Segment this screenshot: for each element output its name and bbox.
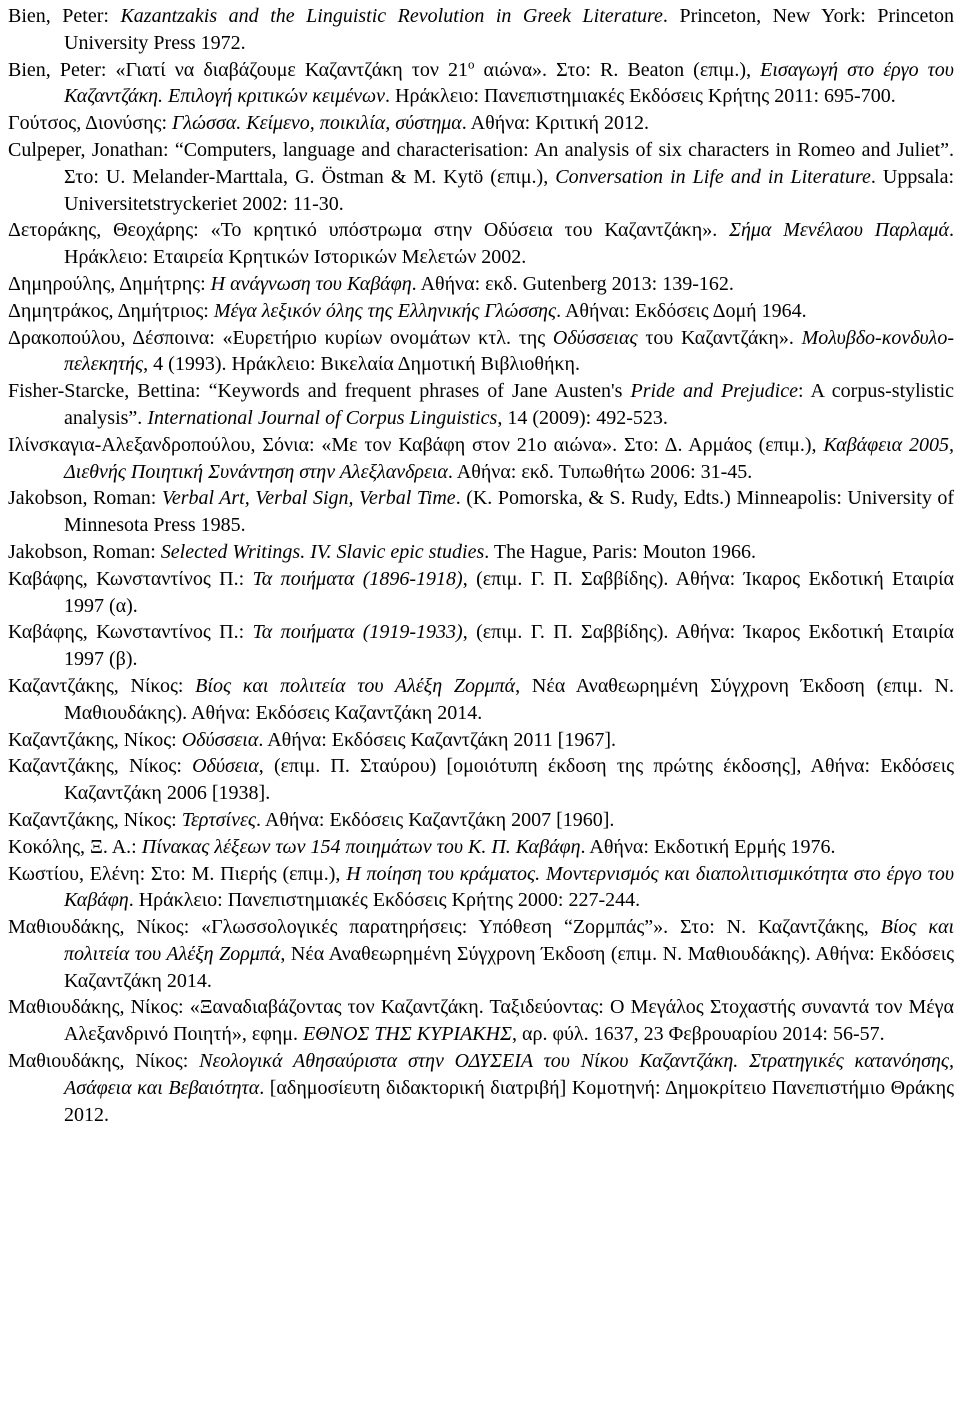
italic-title-text: Βίος και πολιτεία του Αλέξη Ζορμπά <box>64 916 954 965</box>
bibliography-list <box>8 3 954 1128</box>
italic-title-text: ΕΘΝΟΣ ΤΗΣ ΚΥΡΙΑΚΗΣ <box>302 1023 512 1046</box>
bibliography-entry <box>8 271 954 298</box>
entry-text: Κοκόλης, Ξ. Α.: <box>8 835 142 858</box>
entry-text: . Αθήνα: Εκδόσεις Καζαντζάκη 2011 [1967]. <box>258 728 616 751</box>
entry-text: Μαθιουδάκης, Νίκος: «Γλωσσολογικές παρατηρήσεις: Υπόθεση “Ζορμπάς”». Στο: Ν. Καζαντζάκης, <box>8 916 881 939</box>
entry-text: , Νέα Αναθεωρημένη Σύγχρονη Έκδοση (επιμ. Ν. Μαθιουδάκης). Αθήνα: Εκδόσεις Καζαντζάκη 2014. <box>64 942 954 992</box>
entry-text: , 14 (2009): 492-523. <box>497 406 668 429</box>
entry-text: Δετοράκης, Θεοχάρης: «Το κρητικό υπόστρωμα στην Οδύσεια του Καζαντζάκη». <box>8 219 730 242</box>
italic-title-text: Οδύσσεια <box>181 728 259 751</box>
italic-title-text: Γλώσσα. Κείμενο, ποικιλία, σύστημα <box>172 112 462 135</box>
entry-text: Fisher-Starcke, Bettina: “Keywords and frequent phrases of Jane Austen's <box>8 380 631 403</box>
bibliography-entry <box>8 753 954 807</box>
bibliography-entry <box>8 539 954 566</box>
italic-title-text: Βίος και πολιτεία του Αλέξη Ζορμπά <box>195 674 516 697</box>
italic-title-text: Οδύσεια <box>192 755 259 778</box>
entry-text: . [αδημοσίευτη διδακτορική διατριβή] Κομοτηνή: Δημοκρίτειο Πανεπιστήμιο Θράκης 2012. <box>64 1076 954 1126</box>
entry-text: Κωστίου, Ελένη: Στο: Μ. Πιερής (επιμ.), <box>8 862 347 885</box>
entry-text: Bien, Peter: <box>8 5 121 27</box>
italic-title-text: Σήμα Μενέλαου Παρλαμά <box>729 219 949 242</box>
entry-text: Καζαντζάκης, Νίκος: <box>8 674 196 697</box>
entry-text: . Αθήνα: εκδ. Τυπωθήτω 2006: 31-45. <box>447 460 753 483</box>
entry-text: Καβάφης, Κωνσταντίνος Π.: <box>8 567 253 590</box>
entry-text: Μαθιουδάκης, Νίκος: «Ξαναδιαβάζοντας τον Καζαντζάκη. Ταξιδεύοντας: Ο Μεγάλος Στοχαστής συναντά τον Μέγα Αλεξανδρινό Ποιητή», εφημ. <box>8 996 954 1046</box>
entry-text: Δημηρούλης, Δημήτρης: <box>8 272 211 295</box>
bibliography-entry <box>8 566 954 620</box>
entry-text: Bien, Peter: «Γιατί να διαβάζουμε Καζαντζάκη τον 21 <box>8 58 468 81</box>
bibliography-entry <box>8 673 954 727</box>
italic-title-text: Conversation in Life and in Literature <box>555 165 871 188</box>
italic-title-text: Verbal Art, Verbal Sign, Verbal Time <box>161 487 456 510</box>
bibliography-entry <box>8 57 954 111</box>
entry-text: , (επιμ. Π. Σταύρου) [ομοιότυπη έκδοση της πρώτης έκδοσης], Αθήνα: Εκδόσεις Καζαντζάκη 2006 [1938]. <box>64 755 954 805</box>
bibliography-entry <box>8 217 954 271</box>
entry-text: , Νέα Αναθεωρημένη Σύγχρονη Έκδοση (επιμ. Ν. Μαθιουδάκης). Αθήνα: Εκδόσεις Καζαντζάκη 2014. <box>64 674 954 724</box>
italic-title-text: International Journal of Corpus Linguistics <box>147 406 498 429</box>
italic-title-text: Selected Writings. IV. Slavic epic studies <box>160 540 485 563</box>
italic-title-text: Μέγα λεξικόν όλης της Ελληνικής Γλώσσης <box>213 299 557 322</box>
italic-title-text: Η ποίηση του κράματος. Μοντερνισμός και διαπολιτισμικότητα στο έργο του Καβάφη <box>64 862 954 912</box>
superscript-text: ο <box>467 55 475 71</box>
italic-title-text: Τερτσίνες <box>181 808 256 831</box>
entry-text: . Ηράκλειο: Πανεπιστημιακές Εκδόσεις Κρήτης 2000: 227-244. <box>128 889 641 912</box>
bibliography-entry <box>8 485 954 539</box>
italic-title-text: Pride and Prejudice <box>630 380 798 403</box>
entry-text: . The Hague, Paris: Mouton 1966. <box>484 540 757 563</box>
entry-text: . Αθήνα: Κριτική 2012. <box>461 112 649 135</box>
entry-text: Καζαντζάκης, Νίκος: <box>8 728 182 751</box>
bibliography-entry <box>8 807 954 834</box>
entry-text: , αρ. φύλ. 1637, 23 Φεβρουαρίου 2014: 56-57. <box>511 1023 885 1046</box>
entry-text: . Ηράκλειο: Εταιρεία Κρητικών Ιστορικών Μελετών 2002. <box>64 219 954 269</box>
bibliography-entry <box>8 325 954 379</box>
entry-text: . Princeton, New York: Princeton University Press 1972. <box>64 5 954 54</box>
bibliography-entry <box>8 861 954 915</box>
bibliography-entry <box>8 727 954 754</box>
entry-text: , (επιμ. Γ. Π. Σαββίδης). Αθήνα: Ίκαρος Εκδοτική Εταιρία 1997 (β). <box>64 621 954 671</box>
italic-title-text: Καβάφεια 2005, Διεθνής Ποιητική Συνάντηση στην Αλεξλανδρεια <box>64 433 954 483</box>
entry-text: Ιλίνσκαγια-Αλεξανδροπούλου, Σόνια: «Με τον Καβάφη στον 21ο αιώνα». Στο: Δ. Αρμάος (επιμ.), <box>8 433 824 456</box>
entry-text: . Αθήνα: Εκδόσεις Καζαντζάκη 2007 [1960]. <box>255 808 615 831</box>
entry-text: Culpeper, Jonathan: “Computers, language and characterisation: An analysis of six characters in Romeo and Juliet”. Στο: U. Melander-Marttala, G. Östman & M. Kytö (επιμ.), <box>8 138 954 188</box>
italic-title-text: Νεολογικά Αθησαύριστα στην ΟΔΥΣΕΙΑ του Νίκου Καζαντζάκη. Στρατηγικές κατανόησης, Ασάφεια και Βεβαιότητα <box>64 1050 954 1099</box>
entry-text: Μαθιουδάκης, Νίκος: <box>8 1050 200 1073</box>
entry-text: . Αθήνα: εκδ. Gutenberg 2013: 139-162. <box>411 272 734 295</box>
bibliography-entry <box>8 432 954 486</box>
italic-title-text: Kazantzakis and the Linguistic Revolution in Greek Literature <box>120 5 663 27</box>
entry-text: Jakobson, Roman: <box>8 487 162 510</box>
bibliography-entry <box>8 298 954 325</box>
bibliography-entry <box>8 3 954 57</box>
entry-text: . Αθήναι: Εκδόσεις Δομή 1964. <box>556 299 807 322</box>
bibliography-entry <box>8 378 954 432</box>
entry-text: του Καζαντζάκη». <box>637 326 802 349</box>
bibliography-entry <box>8 1048 954 1128</box>
entry-text: Δρακοπούλου, Δέσποινα: «Ευρετήριο κυρίων ονομάτων κτλ. της <box>8 326 553 349</box>
entry-text: Δημητράκος, Δημήτριος: <box>8 299 214 322</box>
bibliography-entry <box>8 834 954 861</box>
entry-text: Jakobson, Roman: <box>8 540 161 563</box>
bibliography-entry <box>8 994 954 1048</box>
entry-text: : A corpus-stylistic analysis”. <box>64 380 955 429</box>
bibliography-entry <box>8 619 954 673</box>
entry-text: . (K. Pomorska, & S. Rudy, Edts.) Minneapolis: University of Minnesota Press 1985. <box>64 487 954 537</box>
italic-title-text: Οδύσσειας <box>552 326 638 349</box>
entry-text: , (επιμ. Γ. Π. Σαββίδης). Αθήνα: Ίκαρος Εκδοτική Εταιρία 1997 (α). <box>64 567 954 617</box>
entry-text: . Uppsala: Universitetstryckeriet 2002: 11-30. <box>64 165 954 215</box>
bibliography-entry <box>8 914 954 994</box>
italic-title-text: Εισαγωγή στο έργο του Καζαντζάκη. Επιλογή κριτικών κειμένων <box>64 58 954 108</box>
italic-title-text: Μολυβδο-κονδυλο-πελεκητής <box>64 326 954 376</box>
italic-title-text: Τα ποιήματα (1896-1918) <box>252 567 463 590</box>
entry-text: . Αθήνα: Εκδοτική Ερμής 1976. <box>580 835 836 858</box>
italic-title-text: Η ανάγνωση του Καβάφη <box>210 272 412 295</box>
bibliography-entry <box>8 137 954 217</box>
bibliography-entry <box>8 110 954 137</box>
entry-text: . Ηράκλειο: Πανεπιστημιακές Εκδόσεις Κρήτης 2011: 695-700. <box>385 85 896 108</box>
entry-text: αιώνα». Στο: R. Beaton (επιμ.), <box>474 58 761 81</box>
entry-text: Καζαντζάκης, Νίκος: <box>8 808 182 831</box>
entry-text: Καζαντζάκης, Νίκος: <box>8 755 193 778</box>
italic-title-text: Πίνακας λέξεων των 154 ποιημάτων του Κ. Π. Καβάφη <box>141 835 581 858</box>
italic-title-text: Τα ποιήματα (1919-1933) <box>252 621 463 644</box>
entry-text: , 4 (1993). Ηράκλειο: Βικελαία Δημοτική Βιβλιοθήκη. <box>143 353 580 376</box>
entry-text: Γούτσος, Διονύσης: <box>8 112 173 135</box>
entry-text: Καβάφης, Κωνσταντίνος Π.: <box>8 621 253 644</box>
